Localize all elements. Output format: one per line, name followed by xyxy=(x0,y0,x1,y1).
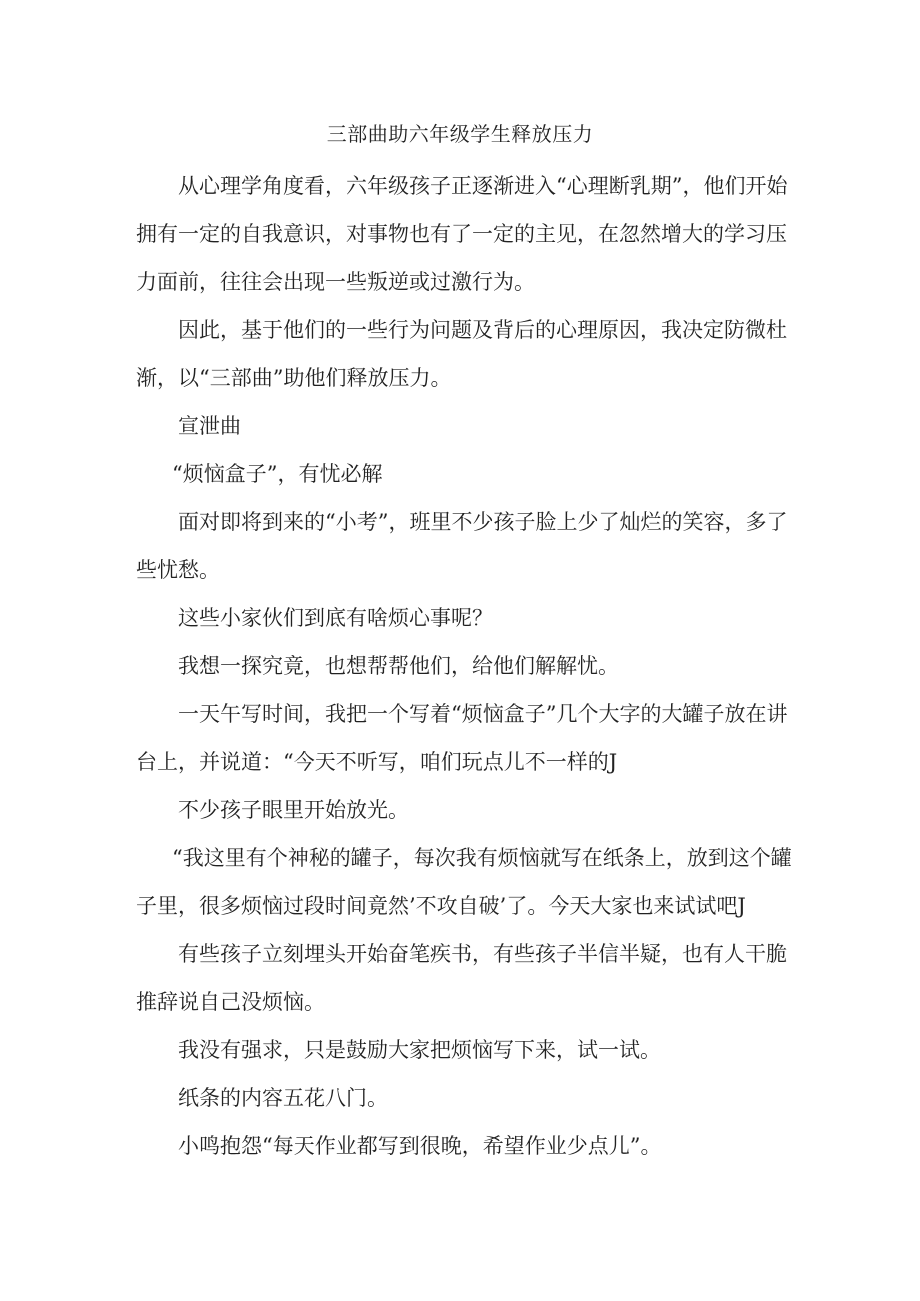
paragraph: 因此，基于他们的一些行为问题及背后的心理原因，我决定防微杜渐，以“三部曲”助他们释放压力。 xyxy=(136,318,787,390)
paragraph: 我想一探究竟，也想帮帮他们，给他们解解忧。 xyxy=(178,654,619,678)
subsection-heading: “烦恼盒子”，有忧必解 xyxy=(172,462,383,486)
paragraph: 一天午写时间，我把一个写着“烦恼盒子”几个大字的大罐子放在讲台上，并说道：“今天不听写，咱们玩点儿不一样的J xyxy=(136,702,788,774)
document-title: 三部曲助六年级学生释放压力 xyxy=(326,122,594,146)
paragraph: “我这里有个神秘的罐子，每次我有烦恼就写在纸条上，放到这个罐子里，很多烦恼过段时间竟然’不攻自破’了。今天大家也来试试吧J xyxy=(136,846,792,918)
paragraph: 从心理学角度看，六年级孩子正逐渐进入“心理断乳期”，他们开始拥有一定的自我意识，对事物也有了一定的主见，在忽然增大的学习压力面前，往往会出现一些叛逆或过激行为。 xyxy=(136,174,788,294)
section-heading: 宣泄曲 xyxy=(178,414,241,438)
paragraph: 小鸣抱怨“每天作业都写到很晚，希望作业少点儿”。 xyxy=(178,1134,662,1158)
paragraph: 我没有强求，只是鼓励大家把烦恼写下来，试一试。 xyxy=(178,1038,661,1062)
paragraph: 面对即将到来的“小考”，班里不少孩子脸上少了灿烂的笑容，多了些忧愁。 xyxy=(136,510,788,582)
document-body xyxy=(136,162,796,1170)
paragraph: 纸条的内容五花八门。 xyxy=(178,1086,388,1110)
paragraph: 这些小家伙们到底有啥烦心事呢？ xyxy=(178,606,493,630)
paragraph: 有些孩子立刻埋头开始奋笔疾书，有些孩子半信半疑，也有人干脆推辞说自己没烦恼。 xyxy=(136,942,787,1014)
paragraph: 不少孩子眼里开始放光。 xyxy=(178,798,409,822)
